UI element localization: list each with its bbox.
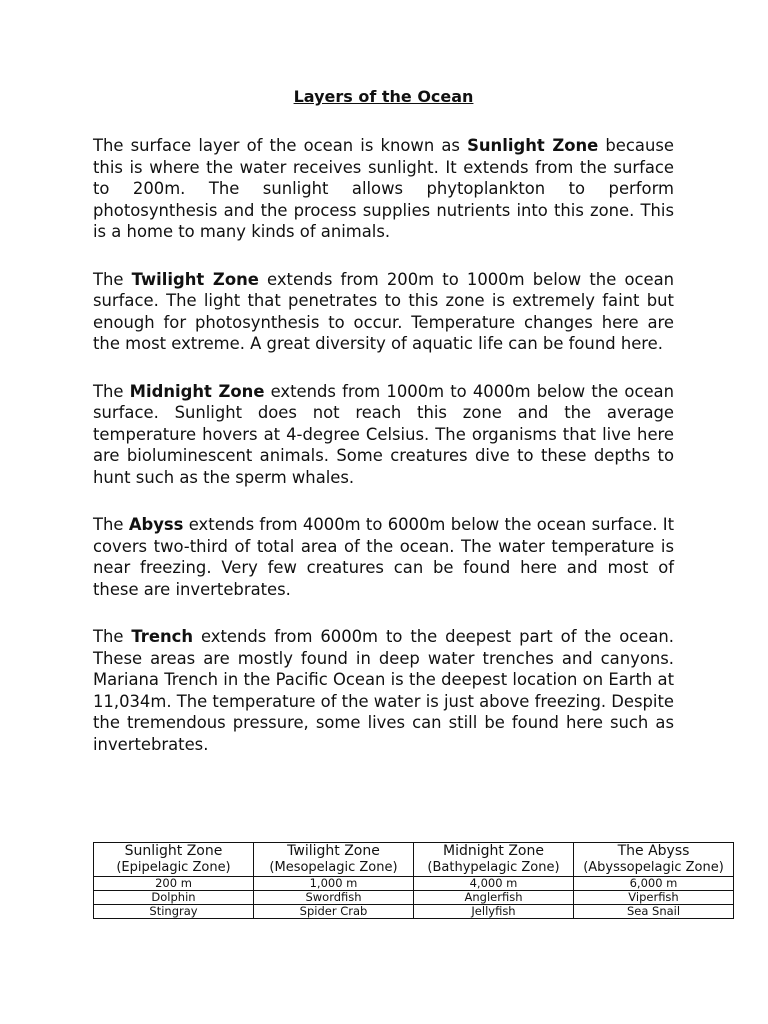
table-cell: 6,000 m xyxy=(574,877,734,891)
table-row-animal xyxy=(94,905,734,919)
paragraph-text: extends from 6000m to the deepest part of the ocean. These areas are mostly found in deep water trenches and canyons. Mariana Trench in the Pacific Ocean is the deepest location on Earth at 11,034m. The temperature of the water is just above freezing. Despite the tremendous pressure, some lives can still be found here such as invertebrates. xyxy=(93,627,674,754)
paragraph-lead: The surface layer of the ocean is known as xyxy=(93,136,468,155)
paragraph-abyss xyxy=(93,514,674,600)
paragraph-lead: The xyxy=(93,381,130,401)
header-sunlight-zone xyxy=(94,843,254,877)
term-midnight-zone: Midnight Zone xyxy=(129,381,265,401)
header-name: Midnight Zone xyxy=(443,843,544,859)
table-row-depth xyxy=(94,877,734,891)
table-cell: Stingray xyxy=(94,905,254,919)
table-header-row xyxy=(94,843,734,877)
document-title: Layers of the Ocean xyxy=(293,87,474,106)
header-alt-name: (Mesopelagic Zone) xyxy=(269,860,398,875)
paragraph-lead: The xyxy=(93,627,132,646)
table-cell: Jellyfish xyxy=(414,905,574,919)
paragraph-midnight-zone xyxy=(93,381,674,489)
header-alt-name: (Abyssopelagic Zone) xyxy=(583,860,724,875)
paragraph-text: extends from 4000m to 6000m below the ocean surface. It covers two-third of total area of the ocean. The water temperature is near freezing. Very few creatures can be found here and most of these are invertebrates. xyxy=(93,515,674,599)
paragraph-lead: The xyxy=(93,515,129,534)
paragraph-text: because this is where the water receives sunlight. It extends from the surface to 200m. The sunlight allows phytoplankton to perform photosynthesis and the process supplies nutrients into this zone. This is a home to many kinds of animals. xyxy=(93,136,674,241)
table-cell: Anglerfish xyxy=(414,891,574,905)
table-row-animal xyxy=(94,891,734,905)
header-name: Sunlight Zone xyxy=(124,843,223,859)
header-name: The Abyss xyxy=(617,843,690,859)
paragraph-text: extends from 200m to 1000m below the ocean surface. The light that penetrates to this zone is extremely faint but enough for photosynthesis to occur. Temperature changes here are the most extreme. A great diversity of aquatic life can be found here. xyxy=(93,269,675,353)
table-cell: Dolphin xyxy=(94,891,254,905)
term-sunlight-zone: Sunlight Zone xyxy=(467,136,599,155)
term-abyss: Abyss xyxy=(128,515,184,534)
term-twilight-zone: Twilight Zone xyxy=(131,269,259,289)
ocean-zones-table xyxy=(93,842,734,919)
paragraph-twilight-zone xyxy=(93,269,674,355)
header-twilight-zone xyxy=(254,843,414,877)
table-cell: 1,000 m xyxy=(254,877,414,891)
paragraph-sunlight-zone xyxy=(93,135,674,243)
paragraph-trench xyxy=(93,626,674,755)
table-cell: 200 m xyxy=(94,877,254,891)
table-cell: Swordfish xyxy=(254,891,414,905)
paragraph-text: extends from 1000m to 4000m below the ocean surface. Sunlight does not reach this zone and the average temperature hovers at 4-degree Celsius. The organisms that live here are bioluminescent animals. Some creatures dive to these depths to hunt such as the sperm whales. xyxy=(93,381,674,487)
header-the-abyss xyxy=(574,843,734,877)
header-midnight-zone xyxy=(414,843,574,877)
table-cell: Viperfish xyxy=(574,891,734,905)
header-alt-name: (Epipelagic Zone) xyxy=(116,860,231,875)
header-alt-name: (Bathypelagic Zone) xyxy=(427,860,560,875)
header-name: Twilight Zone xyxy=(287,843,380,859)
table-cell: Sea Snail xyxy=(574,905,734,919)
term-trench: Trench xyxy=(131,627,194,646)
document-body xyxy=(93,86,674,781)
table-cell: Spider Crab xyxy=(254,905,414,919)
table-cell: 4,000 m xyxy=(414,877,574,891)
paragraph-lead: The xyxy=(93,269,132,289)
